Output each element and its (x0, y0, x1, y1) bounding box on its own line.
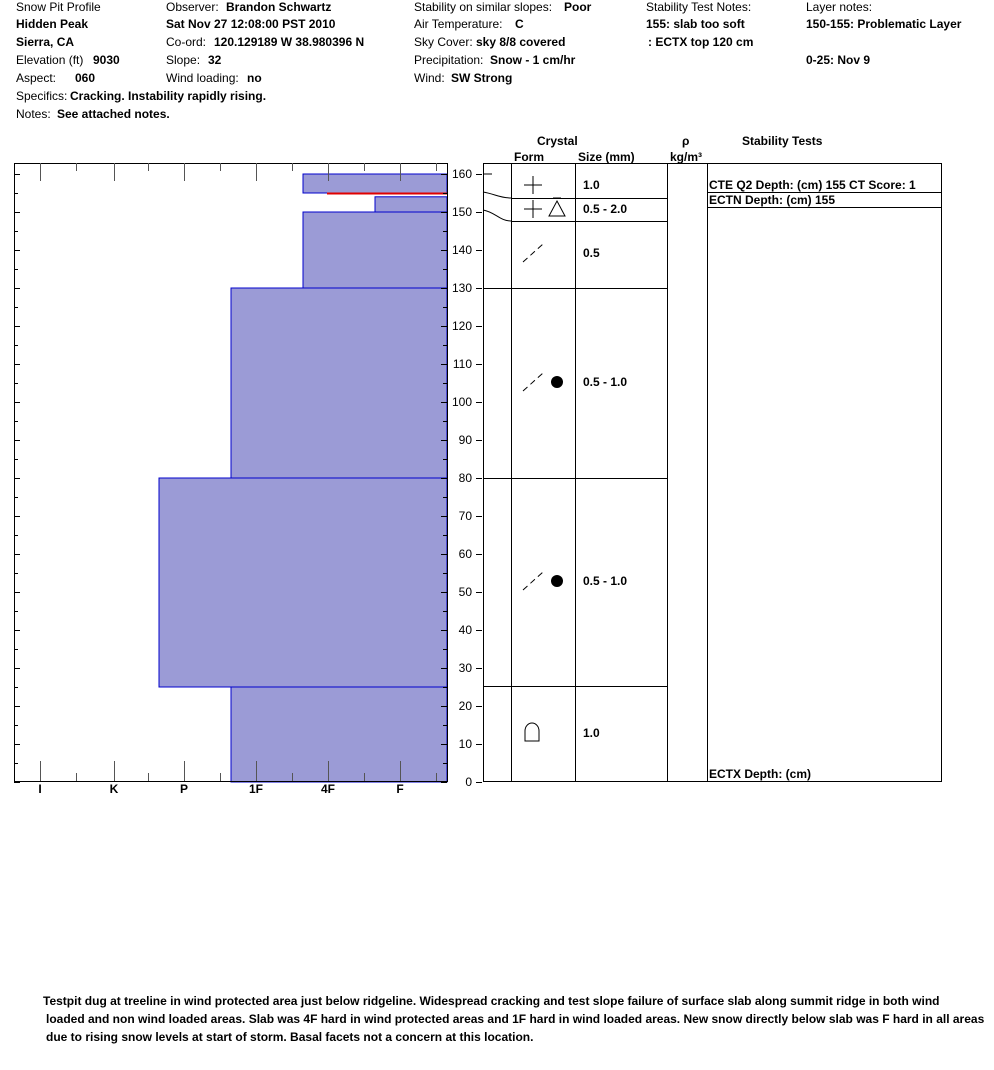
observer-value: Brandon Schwartz (226, 0, 332, 14)
location-name: Hidden Peak (16, 17, 89, 31)
height-label-110: 110 (452, 357, 472, 371)
crystal-size-3: 0.5 - 1.0 (583, 375, 628, 389)
coord-label: Co-ord: (166, 35, 207, 49)
notes-value: See attached notes. (57, 107, 170, 121)
wind-value: SW Strong (451, 71, 513, 85)
stability-test-notes-label: Stability Test Notes: (646, 0, 752, 14)
crystal-size-1: 0.5 - 2.0 (583, 202, 628, 216)
depth-hoar-triangle-icon (549, 201, 565, 216)
boundary-connector (483, 210, 511, 221)
sky-cover-value: sky 8/8 covered (476, 35, 566, 49)
decomposing-slash-icon (523, 244, 543, 262)
height-label-90: 90 (458, 433, 472, 447)
region-name: Sierra, CA (16, 35, 75, 49)
hardness-layer-0 (303, 174, 447, 193)
height-label-160: 160 (451, 167, 472, 181)
height-label-150: 150 (451, 205, 472, 219)
hardness-label-4F: 4F (320, 782, 336, 796)
hardness-layer-5 (231, 687, 447, 782)
hardness-layer-2 (303, 212, 447, 288)
observer-label: Observer: (166, 0, 219, 14)
height-label-80: 80 (458, 471, 472, 485)
crystal-size-0: 1.0 (583, 178, 600, 192)
crystal-table-frame (484, 164, 942, 782)
stability-tests-header: Stability Tests (742, 134, 823, 148)
decomposing-slash-icon (523, 373, 543, 391)
precip-label: Precipitation: (414, 53, 484, 67)
air-temp-label: Air Temperature: (414, 17, 503, 31)
crystal-header: Crystal (537, 134, 578, 148)
rounded-grain-dot-icon (551, 575, 563, 587)
wind-loading-label: Wind loading: (166, 71, 239, 85)
aspect-label: Aspect: (16, 71, 57, 85)
height-label-100: 100 (451, 395, 472, 409)
wind-label: Wind: (414, 71, 445, 85)
air-temp-value: C (515, 17, 524, 31)
footer-note-line-2: loaded and non wind loaded areas. Slab was 4F hard in wind protected areas and 1F hard in wind loaded areas. New snow directly below slab was F hard in all areas (46, 1012, 985, 1026)
layer-notes-label: Layer notes: (806, 0, 873, 14)
height-label-30: 30 (458, 661, 472, 675)
hardness-label-F: F (396, 782, 404, 796)
hardness-label-I: I (38, 782, 42, 796)
rounded-grain-dot-icon (551, 376, 563, 388)
profile-title: Snow Pit Profile (16, 0, 101, 14)
footer-notes (43, 992, 985, 1046)
hardness-layer-3 (231, 288, 447, 478)
footer-note-line-3: due to rising snow levels at start of storm. Basal facets not a concern at this location. (46, 1030, 534, 1044)
hardness-layer-4 (159, 478, 447, 687)
density-rho-header: ρ (682, 134, 690, 148)
stability-test-1: ECTN Depth: (cm) 155 (709, 193, 836, 207)
height-label-20: 20 (458, 699, 472, 713)
height-label-0: 0 (465, 775, 472, 789)
stability-test-note-1: 155: slab too soft (646, 17, 745, 31)
slope-value: 32 (208, 53, 222, 67)
height-label-70: 70 (458, 509, 472, 523)
stability-label: Stability on similar slopes: (414, 0, 553, 14)
aspect-value: 060 (75, 71, 96, 85)
height-label-50: 50 (458, 585, 472, 599)
height-label-140: 140 (451, 243, 472, 257)
form-header: Form (514, 150, 544, 164)
footer-note-line-1: Testpit dug at treeline in wind protected area just below ridgeline. Widespread cracking and test slope failure of surface slab along summit ridge in both wind (43, 994, 940, 1008)
specifics-value: Cracking. Instability rapidly rising. (70, 89, 267, 103)
stability-value: Poor (564, 0, 592, 14)
height-label-120: 120 (451, 319, 472, 333)
precip-value: Snow - 1 cm/hr (490, 53, 576, 67)
crystal-size-2: 0.5 (583, 246, 600, 260)
height-label-40: 40 (458, 623, 472, 637)
size-header: Size (mm) (578, 150, 635, 164)
stability-test-2: ECTX Depth: (cm) (709, 767, 811, 781)
hardness-label-1F: 1F (248, 782, 264, 796)
hardness-label-K: K (109, 782, 119, 796)
height-label-60: 60 (458, 547, 472, 561)
observation-datetime: Sat Nov 27 12:08:00 PST 2010 (166, 17, 336, 31)
layer-note-2: 0-25: Nov 9 (806, 53, 871, 67)
elevation-label: Elevation (ft) (16, 53, 84, 67)
height-label-10: 10 (458, 737, 472, 751)
stability-test-0: CTE Q2 Depth: (cm) 155 CT Score: 1 (709, 178, 916, 192)
hardness-label-P: P (179, 782, 189, 796)
sky-cover-label: Sky Cover: (414, 35, 473, 49)
layer-note-1: 150-155: Problematic Layer (806, 17, 962, 31)
notes-label: Notes: (16, 107, 51, 121)
boundary-connector (483, 192, 511, 198)
elevation-value: 9030 (93, 53, 120, 67)
hardness-layer-1 (375, 197, 447, 212)
crystal-size-4: 0.5 - 1.0 (583, 574, 628, 588)
density-unit-header: kg/m³ (670, 150, 703, 164)
stability-test-note-2: : ECTX top 120 cm (648, 35, 754, 49)
coord-value: 120.129189 W 38.980396 N (214, 35, 365, 49)
slope-label: Slope: (166, 53, 201, 67)
surface-hoar-arch-icon (525, 723, 539, 741)
specifics-label: Specifics: (16, 89, 68, 103)
crystal-size-5: 1.0 (583, 726, 600, 740)
decomposing-slash-icon (523, 572, 543, 590)
height-label-130: 130 (451, 281, 472, 295)
wind-loading-value: no (247, 71, 262, 85)
